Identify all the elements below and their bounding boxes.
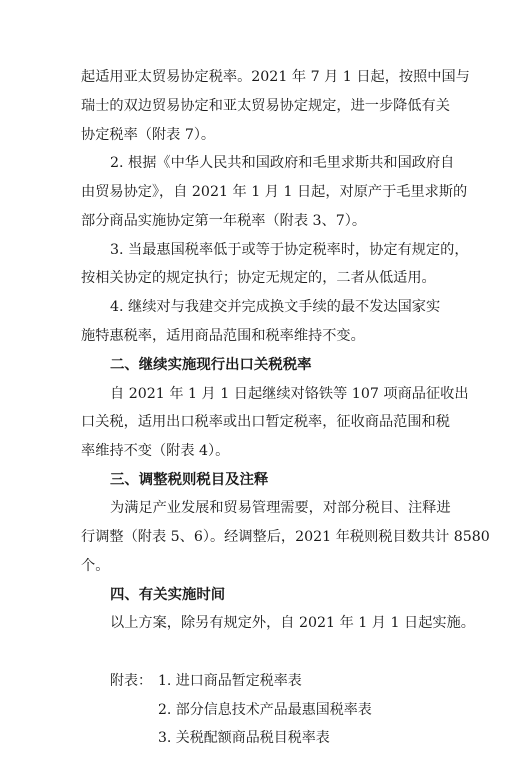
- paragraph-line: 由贸易协定》，自 2021 年 1 月 1 日起，对原产于毛里求斯的: [81, 184, 468, 200]
- section-heading: 四、有关实施时间: [110, 587, 226, 603]
- paragraph-line: 3. 当最惠国税率低于或等于协定税率时，协定有规定的，: [110, 242, 469, 258]
- attachment-item: 3. 关税配额商品税目税率表: [158, 730, 330, 746]
- section-heading: 二、继续实施现行出口关税税率: [110, 357, 312, 373]
- paragraph-line: 为满足产业发展和贸易管理需要，对部分税目、注释进: [110, 500, 451, 516]
- paragraph-line: 行调整（附表 5、6）。经调整后，2021 年税则税目数共计 8580: [81, 529, 490, 545]
- attachment-item: 2. 部分信息技术产品最惠国税率表: [158, 702, 372, 718]
- attachments-label: 附表：: [110, 673, 152, 689]
- paragraph-line: 个。: [81, 558, 110, 574]
- paragraph-line: 瑞士的双边贸易协定和亚太贸易协定规定，进一步降低有关: [81, 98, 450, 114]
- paragraph-line: 率维持不变（附表 4）。: [81, 443, 230, 459]
- paragraph-line: 4. 继续对与我建交并完成换文手续的最不发达国家实: [110, 299, 441, 315]
- attachment-item: 1. 进口商品暂定税率表: [158, 673, 302, 689]
- paragraph-line: 2. 根据《中华人民共和国政府和毛里求斯共和国政府自: [110, 155, 455, 171]
- paragraph-line: 施特惠税率，适用商品范围和税率维持不变。: [81, 328, 365, 344]
- paragraph-line: 协定税率（附表 7）。: [81, 127, 216, 143]
- paragraph-line: 起适用亚太贸易协定税率。2021 年 7 月 1 日起，按照中国与: [81, 69, 470, 85]
- paragraph-line: 自 2021 年 1 月 1 日起继续对铬铁等 107 项商品征收出: [110, 386, 469, 402]
- paragraph-line: 口关税，适用出口税率或出口暂定税率，征收商品范围和税: [81, 414, 450, 430]
- paragraph-line: 按相关协定的规定执行；协定无规定的，二者从低适用。: [81, 270, 436, 286]
- paragraph-line: 以上方案，除另有规定外，自 2021 年 1 月 1 日起实施。: [110, 615, 475, 631]
- section-heading: 三、调整税则税目及注释: [110, 472, 269, 488]
- paragraph-line: 部分商品实施协定第一年税率（附表 3、7）。: [81, 213, 367, 229]
